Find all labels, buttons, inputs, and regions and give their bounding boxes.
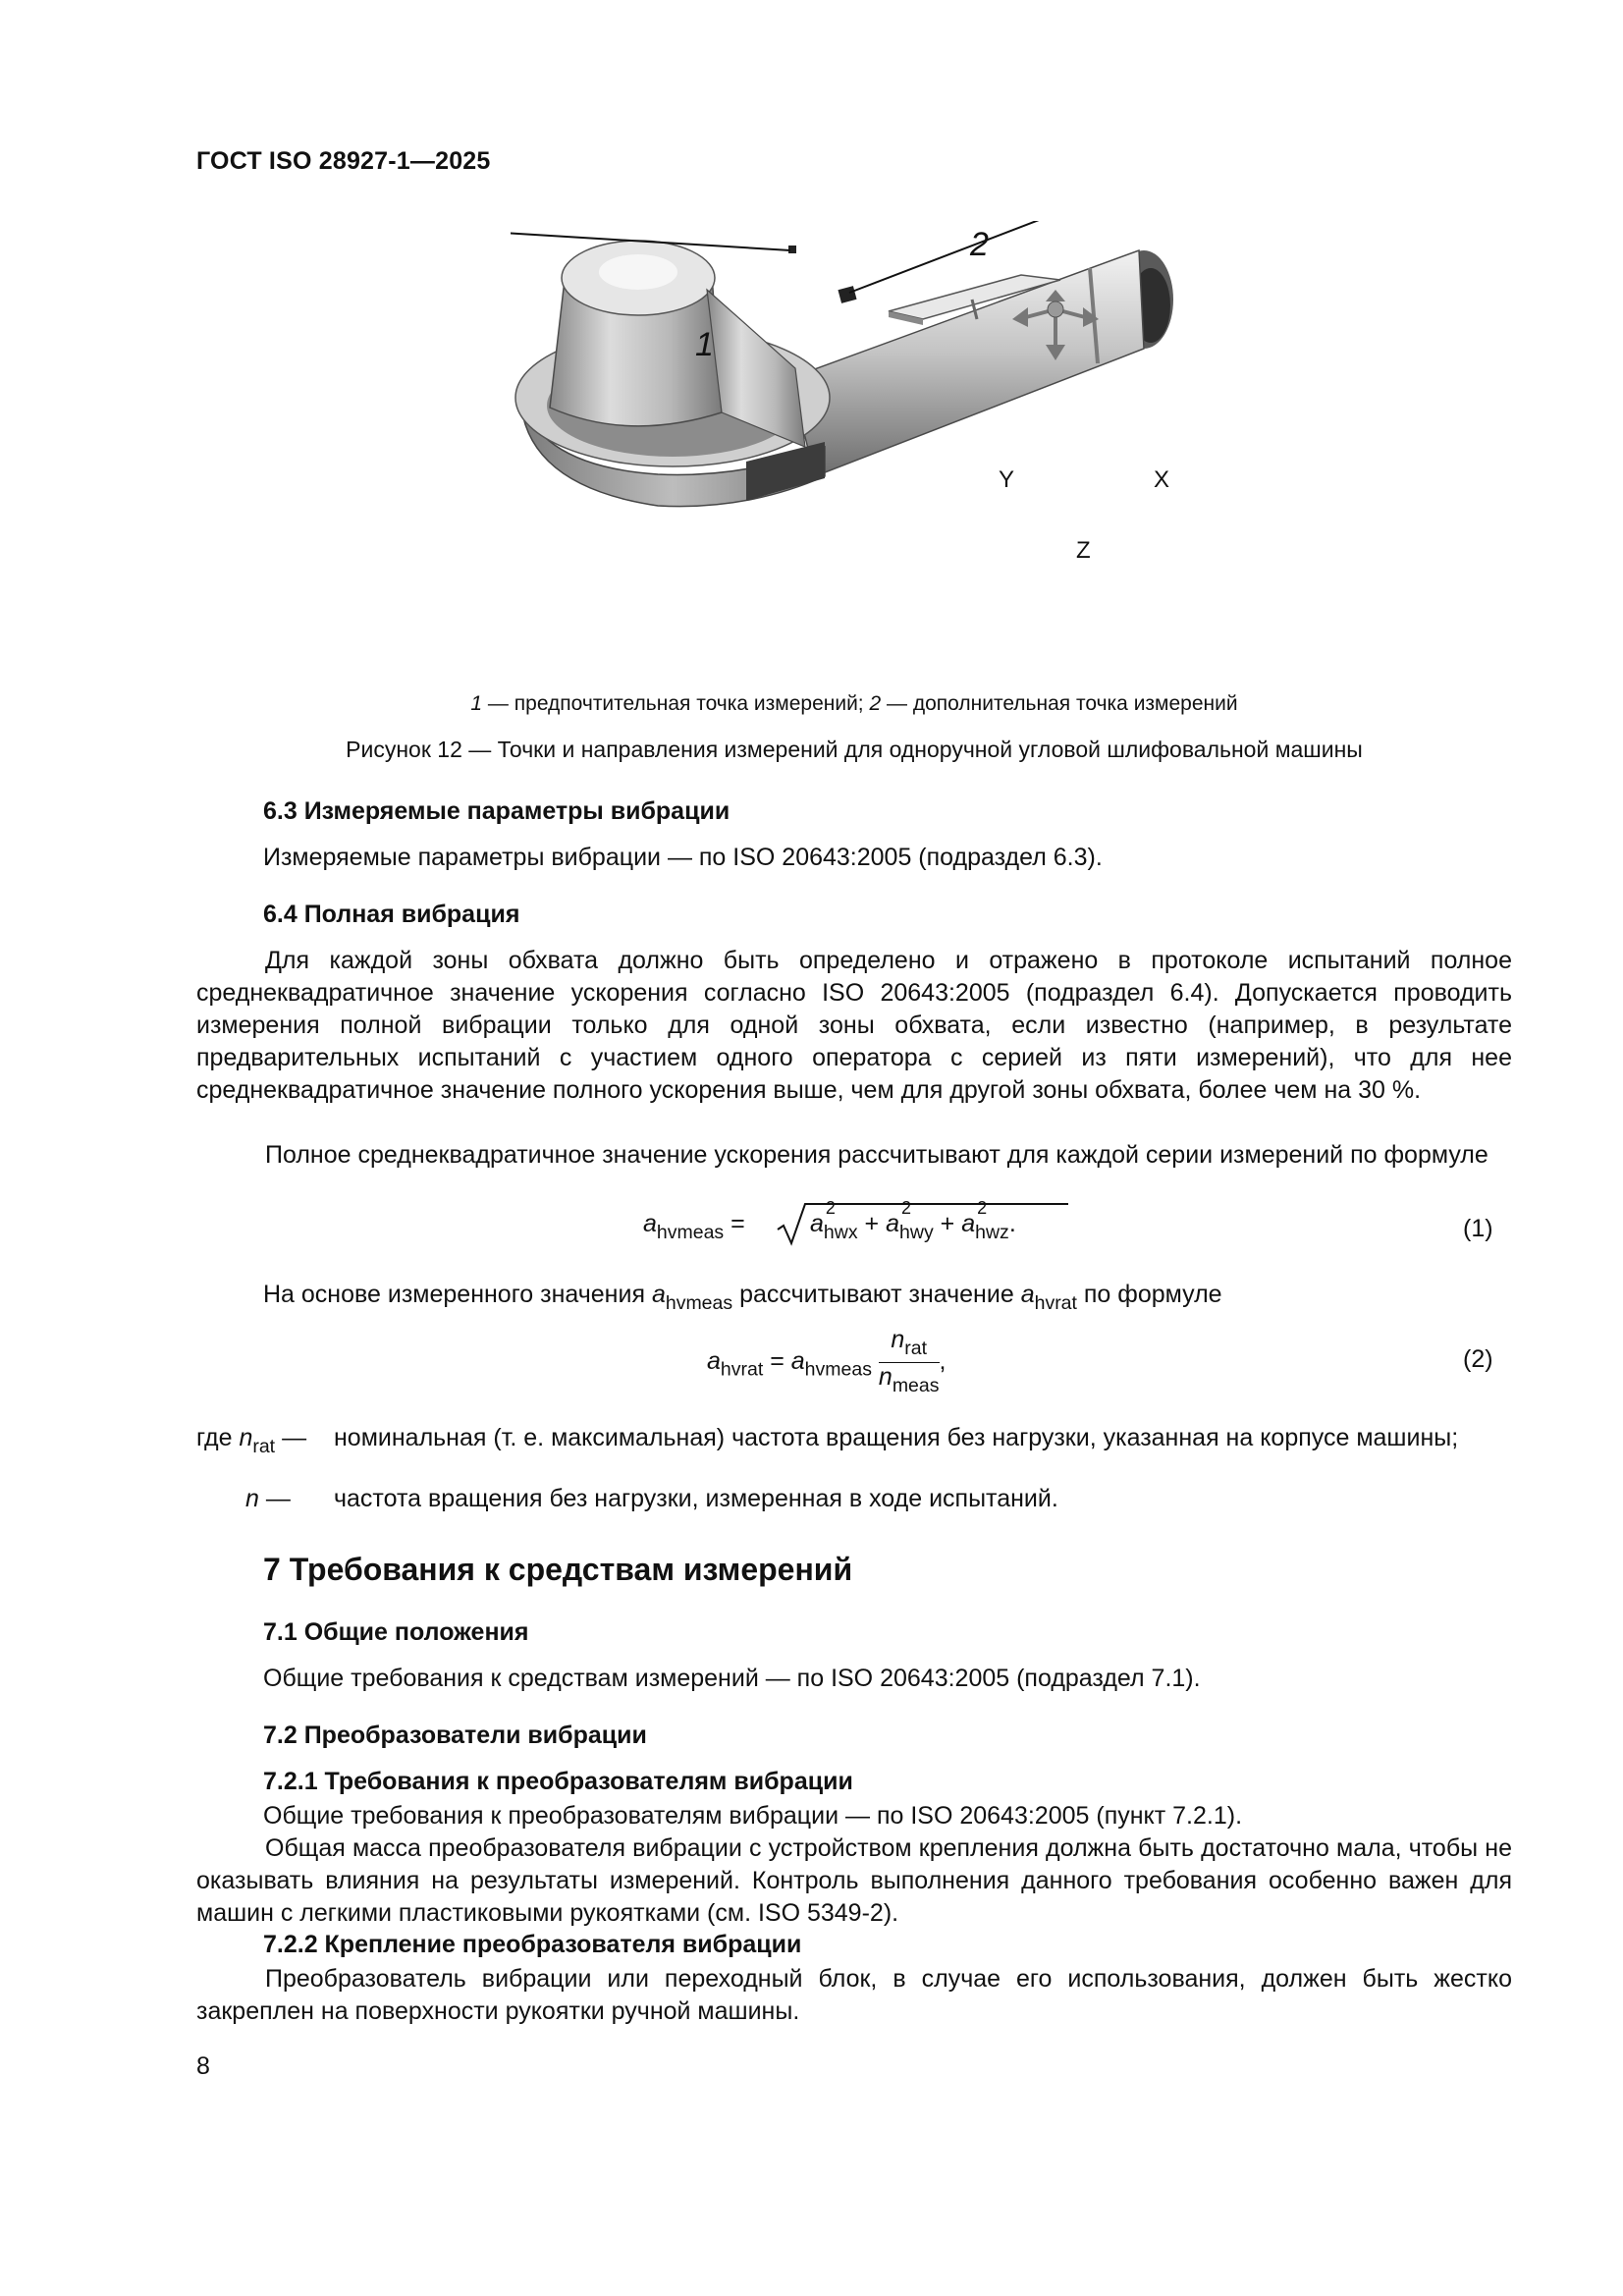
axis-label-y: Y bbox=[999, 466, 1015, 493]
formula-1-number: (1) bbox=[1463, 1215, 1493, 1242]
sensor-point-2 bbox=[838, 286, 856, 303]
formula-2-fraction: $\frac{n_{rat}}{n_{meas}}$ bbox=[878, 1326, 940, 1396]
axis-label-z: Z bbox=[1076, 537, 1091, 564]
formula-2: $a_{hvrat} = a_{hvmeas}$ $\frac{n_{rat}}{n_{meas}}$ , bbox=[707, 1326, 946, 1399]
figure-legend: 1 — предпочтительная точка измерений; 2 — дополнительная точка измерений bbox=[470, 692, 1238, 715]
section-7-2-heading: 7.2 Преобразователи вибрации bbox=[263, 1722, 647, 1749]
section-6-3-text: Измеряемые параметры вибрации — по ISO 20643:2005 (подраздел 6.3). bbox=[263, 844, 1103, 871]
section-6-3-heading: 6.3 Измеряемые параметры вибрации bbox=[263, 797, 730, 825]
formula-2-number: (2) bbox=[1463, 1345, 1493, 1373]
section-6-4-heading: 6.4 Полная вибрация bbox=[263, 901, 520, 928]
grinder-head bbox=[550, 241, 805, 447]
section-7-2-1-paragraph-1: Общие требования к преобразователям вибрации — по ISO 20643:2005 (пункт 7.2.1). bbox=[263, 1802, 1243, 1830]
where-n-rat-symbol: где $n_{rat}$ — bbox=[196, 1424, 307, 1457]
document-header: ГОСТ ISO 28927-1—2025 bbox=[196, 147, 491, 175]
axis-label-x: X bbox=[1154, 466, 1170, 493]
angle-grinder-figure bbox=[511, 221, 1217, 683]
section-7-1-text: Общие требования к средствам измерений — по ISO 20643:2005 (подраздел 7.1). bbox=[263, 1665, 1201, 1692]
where-n-symbol: n — bbox=[245, 1485, 291, 1512]
page-number: 8 bbox=[196, 2052, 210, 2080]
section-6-4-paragraph-1: Для каждой зоны обхвата должно быть определено и отражено в протоколе испытаний полное среднеквадратичное значение ускорения согласно ISO 20643:2005 (подраздел 6.4). Допускается проводить измерения полной вибрации только для одной зоны обхвата, если известно (например, в результате предварительных испытаний с участием одного оператора с серией из пяти измерений), что для нее среднеквадратичное значение полного ускорения выше, чем для другой зоны обхвата, более чем на 30 %. bbox=[196, 947, 1512, 1104]
where-n-description: частота вращения без нагрузки, измеренная в ходе испытаний. bbox=[334, 1485, 1058, 1512]
section-6-4-paragraph-3: На основе измеренного значения $a_{hvmeas}$ рассчитывают значение $a_{hvrat}$ по формуле bbox=[263, 1281, 1222, 1314]
section-7-1-heading: 7.1 Общие положения bbox=[263, 1618, 529, 1646]
callout-label-2: 2 bbox=[970, 226, 989, 263]
figure-caption: Рисунок 12 — Точки и направления измерений для одноручной угловой шлифовальной машины bbox=[346, 737, 1363, 762]
section-7-2-2-paragraph-1: Преобразователь вибрации или переходный блок, в случае его использования, должен быть жестко закреплен на поверхности рукоятки ручной машины. bbox=[196, 1965, 1512, 2025]
section-7-2-1-paragraph-2: Общая масса преобразователя вибрации с устройством крепления должна быть достаточно мала, чтобы не оказывать влияния на результаты измерений. Контроль выполнения данного требования особенно важен для машин с легкими пластиковыми рукоятками (см. ISO 5349-2). bbox=[196, 1834, 1512, 1927]
callout-label-1: 1 bbox=[695, 326, 714, 363]
section-7-2-2-heading: 7.2.2 Крепление преобразователя вибрации bbox=[263, 1931, 802, 1958]
where-n-rat-description: номинальная (т. е. максимальная) частота вращения без нагрузки, указанная на корпусе машины; bbox=[334, 1424, 1459, 1451]
formula-1: $a_{hvmeas}$ = a 2 $_{hwx}$ + a 2 $_{hwy}$ + a 2 $_{hwz}$. bbox=[643, 1210, 1154, 1269]
section-7-heading: 7 Требования к средствам измерений bbox=[263, 1552, 853, 1587]
section-6-4-paragraph-2: Полное среднеквадратичное значение ускорения рассчитывают для каждой серии измерений по формуле bbox=[265, 1141, 1488, 1169]
section-7-2-1-heading: 7.2.1 Требования к преобразователям вибрации bbox=[263, 1768, 853, 1795]
